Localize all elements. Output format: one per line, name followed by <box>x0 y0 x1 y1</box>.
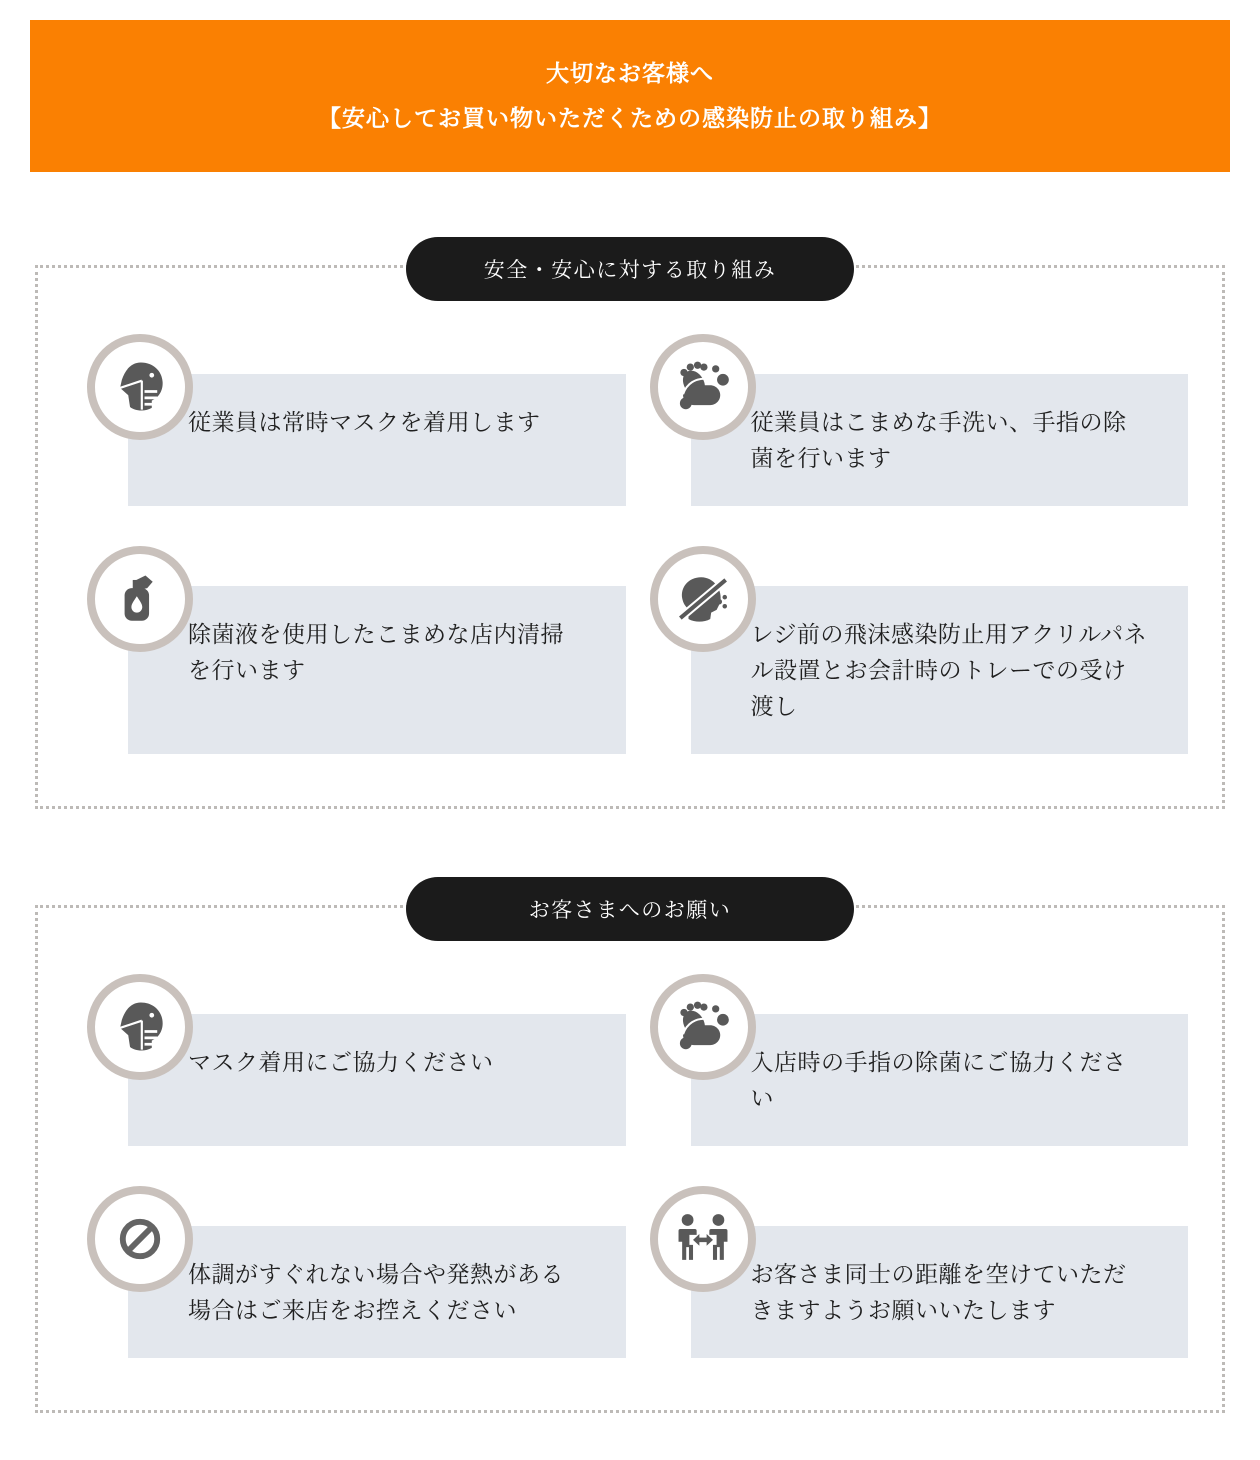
header-banner <box>30 20 1230 172</box>
section-customer-requests <box>35 899 1225 1413</box>
social-distance-icon <box>650 1186 756 1292</box>
sanitizer-bottle-icon <box>87 546 193 652</box>
section-title-pill: お客さまへのお願い <box>406 877 854 941</box>
item-text: 入店時の手指の除菌にご協力ください <box>691 1014 1189 1146</box>
item-text: お客さま同士の距離を空けていただきますようお願いいたします <box>691 1226 1189 1358</box>
list-item <box>691 546 1189 754</box>
no-entry-icon <box>87 1186 193 1292</box>
list-item <box>128 546 626 754</box>
section-title-pill: 安全・安心に対する取り組み <box>406 237 854 301</box>
banner-title: 大切なお客様へ <box>546 59 714 86</box>
section-body <box>38 268 1222 806</box>
item-text: レジ前の飛沫感染防止用アクリルパネル設置とお会計時のトレーでの受け渡し <box>691 586 1189 754</box>
hand-wash-icon <box>650 334 756 440</box>
page <box>0 20 1260 1460</box>
banner-subtitle: 【安心してお買い物いただくための感染防止の取り組み】 <box>318 104 942 131</box>
item-text: 体調がすぐれない場合や発熱がある場合はご来店をお控えください <box>128 1226 626 1358</box>
section-body <box>38 908 1222 1410</box>
item-text: 従業員はこまめな手洗い、手指の除菌を行います <box>691 374 1189 506</box>
hand-wash-icon <box>650 974 756 1080</box>
mask-face-icon <box>87 334 193 440</box>
item-text: マスク着用にご協力ください <box>128 1014 626 1146</box>
list-item <box>691 974 1189 1146</box>
list-item <box>691 334 1189 506</box>
item-text: 除菌液を使用したこまめな店内清掃を行います <box>128 586 626 754</box>
list-item <box>128 334 626 506</box>
mask-face-icon <box>87 974 193 1080</box>
list-item <box>128 974 626 1146</box>
list-item <box>691 1186 1189 1358</box>
bottom-spacer <box>0 1413 1260 1443</box>
list-item <box>128 1186 626 1358</box>
item-text: 従業員は常時マスクを着用します <box>128 374 626 506</box>
section-safety-initiatives <box>35 259 1225 809</box>
no-droplet-icon <box>650 546 756 652</box>
